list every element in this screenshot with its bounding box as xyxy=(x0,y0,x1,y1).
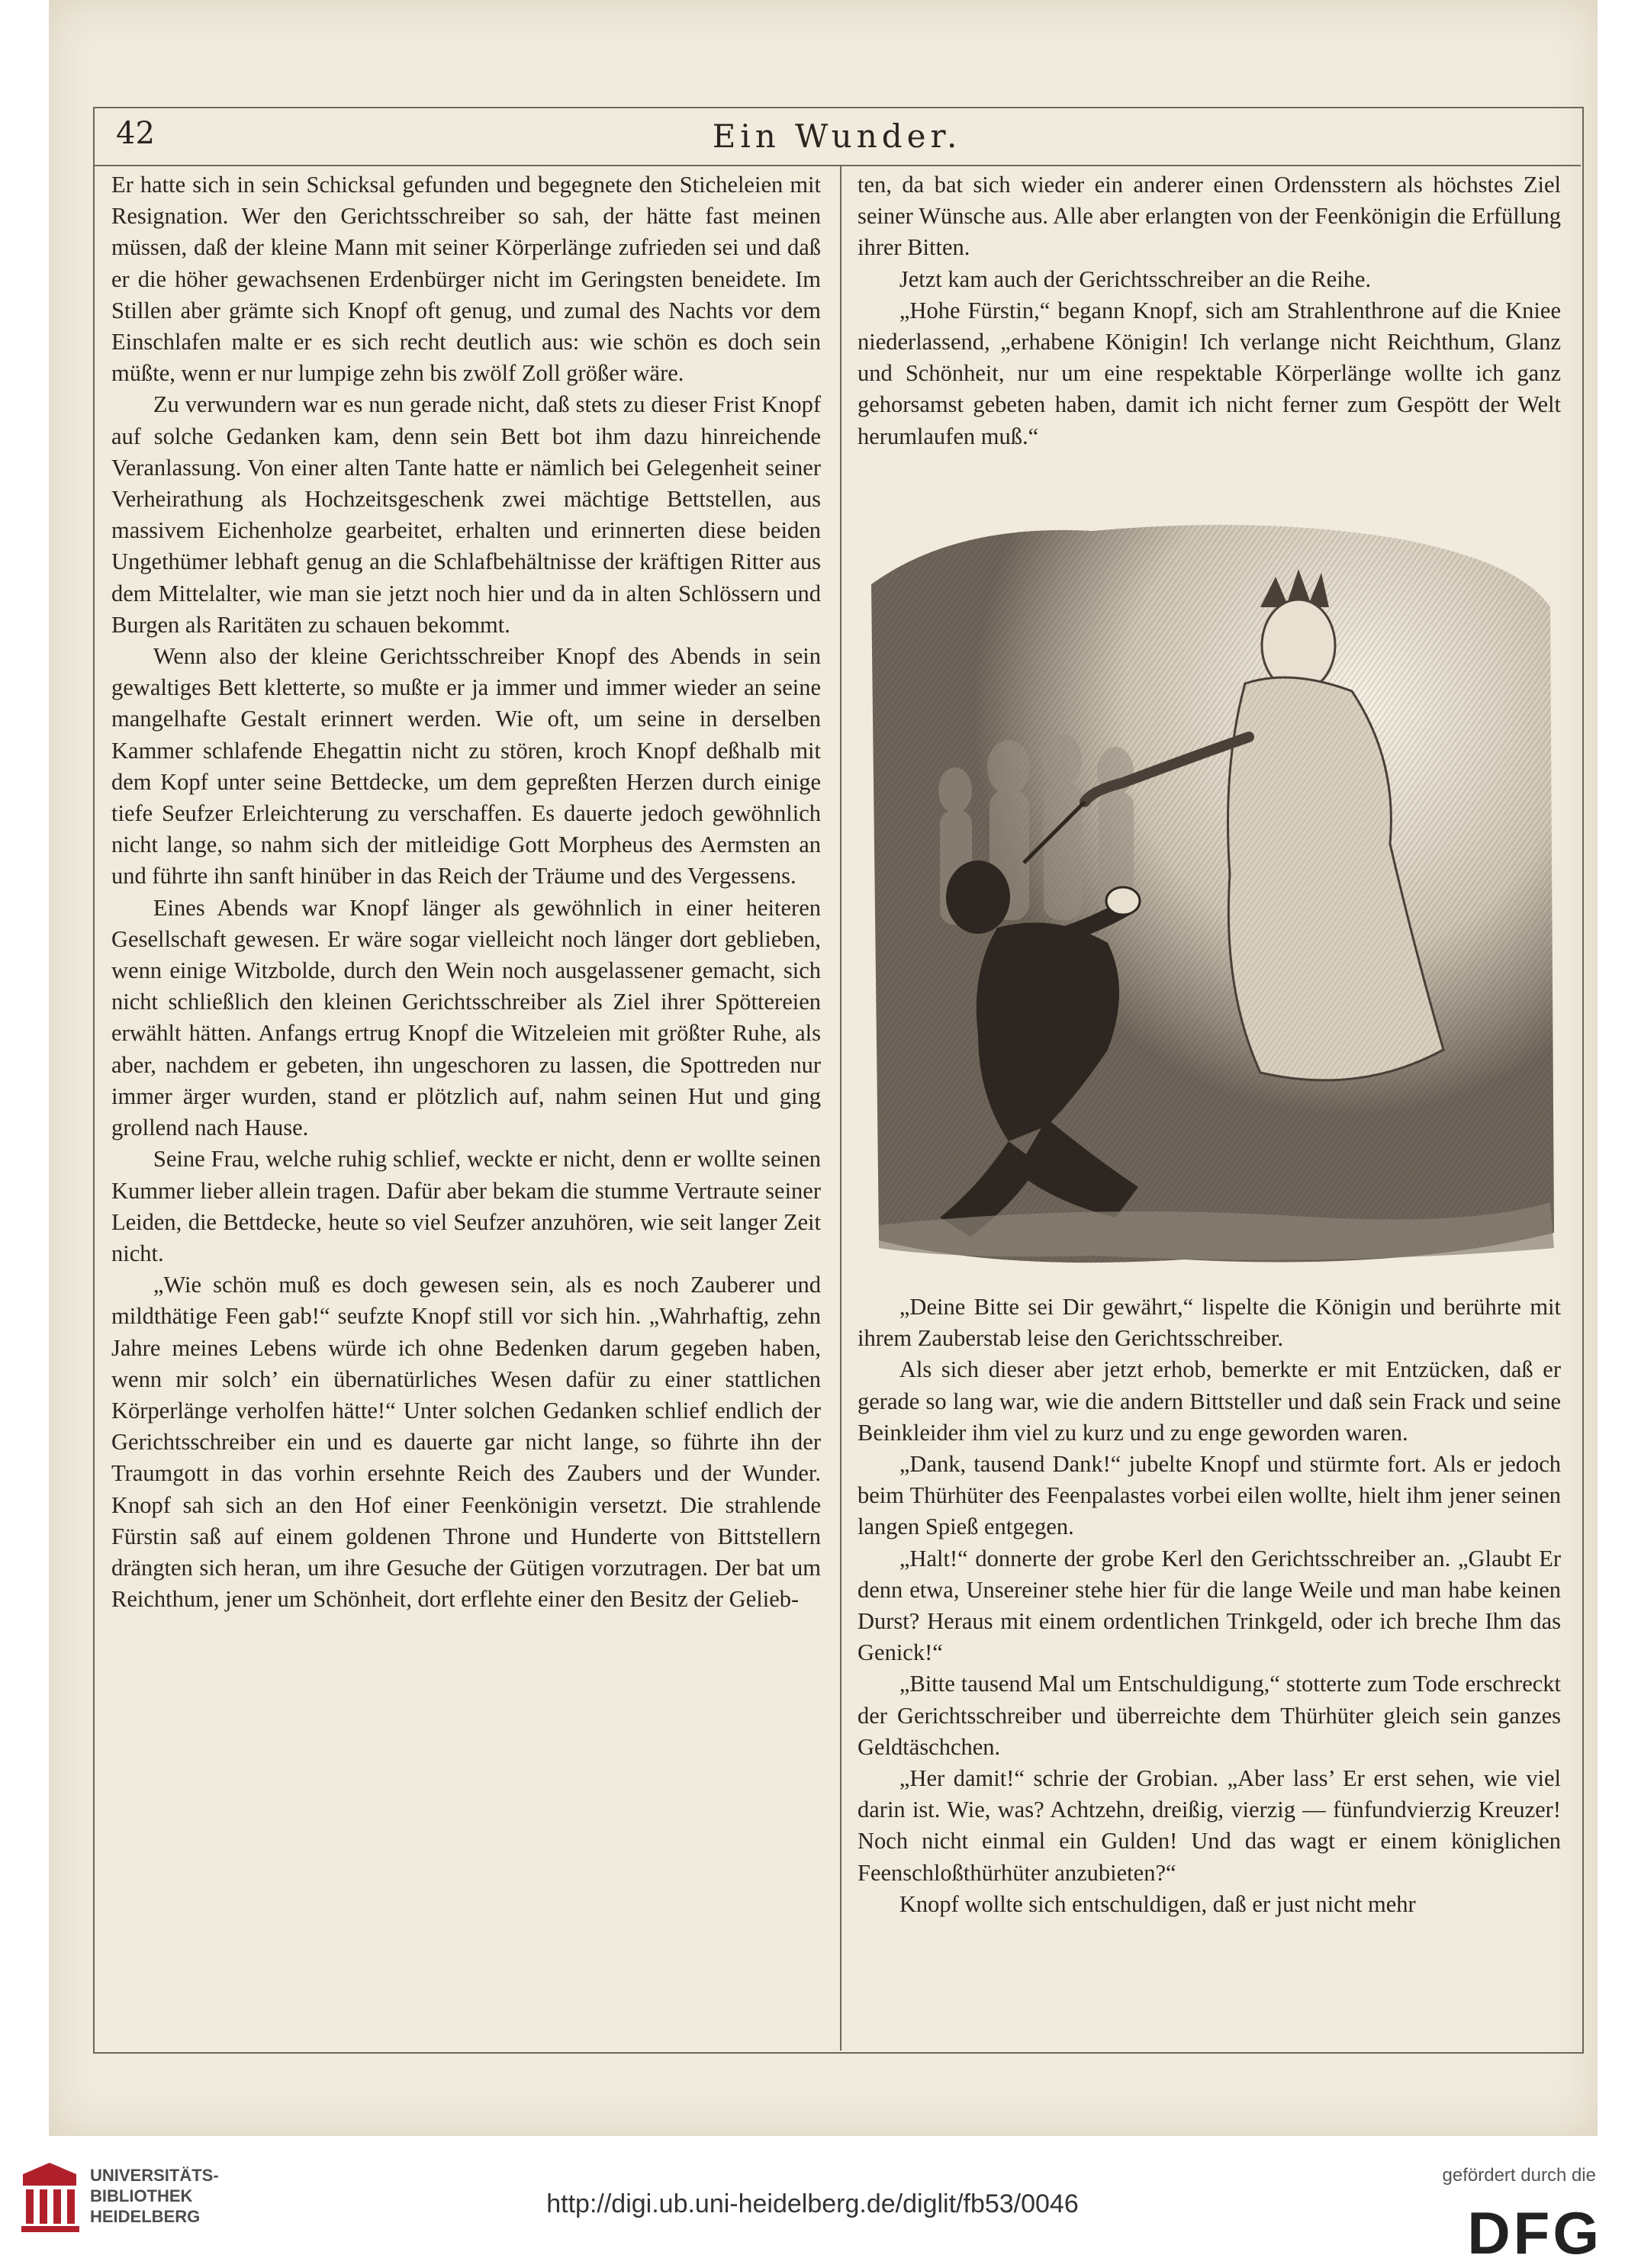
paragraph: Er hatte sich in sein Schicksal gefunden und begegnete den Sticheleien mit Resignation. Wer den Gerichtsschreiber so sah, der hätte fast meinen müssen, daß der kleine Mann mit seiner Körperlänge zufrieden sei und daß er die höher gewachsenen Erdenbürger nicht im Geringsten beneidete. Im Stillen aber grämte sich Knopf oft genug, und zumal des Nachts vor dem Einschlafen malte er es sich recht deutlich aus: wie schön es doch sein müßte, wenn er nur lumpige zehn bis zwölf Zoll größer wäre. xyxy=(111,172,821,387)
paragraph: „Halt!“ donnerte der grobe Kerl den Gerichtsschreiber an. „Glaubt Er denn etwa, Unsereiner stehe hier für die lange Weile und man habe keinen Durst? Heraus mit einem ordentlichen Trinkgeld, oder ich breche Ihm das Genick!“ xyxy=(858,1545,1561,1666)
paragraph: Zu verwundern war es nun gerade nicht, daß stets zu dieser Frist Knopf auf solche Gedanken kam, denn sein Bett bot ihm dazu hinreichende Veranlassung. Von einer alten Tante hatte er nämlich bei Gelegenheit seiner Verheirathung als Hochzeitsgeschenk zwei mächtige Bettstellen, aus massivem Eichenholze gearbeitet, erhalten und erinnerten diese beiden Ungethümer lebhaft genug an die Schlafbehältnisse der kräftigen Ritter aus dem Mittelalter, wie man sie jetzt noch hier und da in alten Schlössern und Burgen als Raritäten zu schauen bekommt. xyxy=(111,391,821,638)
paragraph: Jetzt kam auch der Gerichtsschreiber an die Reihe. xyxy=(899,265,1372,292)
paragraph: Knopf wollte sich entschuldigen, daß er just nicht mehr xyxy=(899,1890,1416,1917)
paragraph: „Dank, tausend Dank!“ jubelte Knopf und stürmte fort. Als er jedoch beim Thürhüter des Feenpalastes vorbei eilen wollte, hielt ihm jener seinen langen Spieß entgegen. xyxy=(858,1451,1561,1540)
engraving-illustration xyxy=(864,516,1559,1279)
funded-by-label: gefördert durch die xyxy=(1442,2165,1596,2186)
paragraph: Seine Frau, welche ruhig schlief, weckte er nicht, denn er wollte seinen Kummer lieber allein tragen. Dafür aber bekam die stumme Vertraute seiner Leiden, die Bettdecke, heute so viel Seufzer anzuhören, wie seit langer Zeit nicht. xyxy=(111,1146,821,1266)
paragraph: Als sich dieser aber jetzt erhob, bemerkte er mit Entzücken, daß er gerade so lang war, wie die andern Bittsteller und daß sein Frack und seine Beinkleider ihm viel zu kurz und zu enge geworden waren. xyxy=(858,1356,1561,1446)
paragraph: Wenn also der kleine Gerichtsschreiber Knopf des Abends in sein gewaltiges Bett kletterte, so mußte er ja immer und immer wieder an seine mangelhafte Gestalt erinnert werden. Wie oft, um seine in derselben Kammer schlafende Ehegattin nicht zu stören, kroch Knopf deßhalb mit dem Kopf unter seine Bettdecke, um dem gepreßten Herzen durch einige tiefe Seufzer Erleichterung zu verschaffen. Es dauerte jedoch gewöhnlich nicht lange, so nahm sich der mitleidige Gott Morpheus des Aermsten an und führte ihn sanft hinüber in das Reich der Träume und des Vergessens. xyxy=(111,643,821,890)
paragraph: Eines Abends war Knopf länger als gewöhnlich in einer heiteren Gesellschaft gewesen. Er wäre sogar vielleicht noch länger dort geblieben, wenn einige Witzbolde, durch den Wein noch ausgelassener gemacht, sich nicht schließlich den kleinen Gerichtsschreiber als Ziel ihrer Spöttereien erwählt hätten. Anfangs ertrug Knopf die Witzeleien mit größter Ruhe, als aber, nachdem er gebeten, ihn ungeschoren zu lassen, die Spottreden nur immer ärger wurden, stand er plötzlich auf, nahm seinen Hut und ging grollend nach Hause. xyxy=(111,894,821,1141)
dfg-logo: DFG xyxy=(1467,2199,1602,2266)
right-column-bottom xyxy=(858,1292,1561,1920)
paragraph: „Wie schön muß es doch gewesen sein, als es noch Zauberer und mildthätige Feen gab!“ seufzte Knopf still vor sich hin. „Wahrhaftig, zehn Jahre meines Lebens würde ich ohne Bedenken darum gegeben haben, wenn mir solch’ ein übernatürliches Wesen dafür zu einer stattlichen Körperlänge verholfen hätte!“ Unter solchen Gedanken schlief endlich der Gerichtsschreiber ein und es dauerte gar nicht lange, so führte ihn der Traumgott in das vorhin ersehnte Reich des Zaubers und der Wunder. Knopf sah sich an den Hof einer Feenkönigin versetzt. Die strahlende Fürstin saß auf einem goldenen Throne und Hunderte von Bittstellern drängten sich heran, um ihre Gesuche der Gütigen vorzutragen. Der bat um Reichthum, jener um Schönheit, dort erflehte einer den Besitz der Gelieb- xyxy=(111,1272,821,1613)
source-url[interactable]: http://digi.ub.uni-heidelberg.de/diglit/fb53/0046 xyxy=(546,2189,1079,2218)
library-name: UNIVERSITÄTS- BIBLIOTHEK HEIDELBERG xyxy=(90,2166,219,2226)
left-column xyxy=(111,169,821,1615)
paragraph: „Deine Bitte sei Dir gewährt,“ lispelte die Königin und berührte mit ihrem Zauberstab leise den Gerichtsschreiber. xyxy=(858,1294,1561,1352)
paragraph: „Her damit!“ schrie der Grobian. „Aber lass’ Er erst sehen, wie viel darin ist. Wie, was? Achtzehn, dreißig, vierzig — fünfundvierzig Kreuzer! Noch nicht einmal ein Gulden! Und das wagt er einem königlichen Feenschloßthürhüter anzubieten?“ xyxy=(858,1765,1561,1886)
paragraph: „Hohe Fürstin,“ begann Knopf, sich am Strahlenthrone auf die Kniee niederlassend, „erhabene Königin! Ich verlange nicht Reichthum, Glanz und Schönheit, nur um eine respektable Körperlänge wollte ich ganz gehorsamst gebeten haben, damit ich nicht ferner zum Gespött der Welt herumlaufen muß.“ xyxy=(858,297,1561,449)
right-column-top xyxy=(858,169,1561,452)
column-divider xyxy=(840,165,841,2051)
page-header xyxy=(93,107,1581,166)
running-title: Ein Wunder. xyxy=(712,117,962,155)
page-number: 42 xyxy=(116,116,155,151)
paragraph: „Bitte tausend Mal um Entschuldigung,“ stotterte zum Tode erschreckt der Gerichtsschreiber und überreichte dem Thürhüter gleich sein ganzes Geldtäschchen. xyxy=(858,1671,1561,1760)
paragraph: ten, da bat sich wieder ein anderer einen Ordensstern als höchstes Ziel seiner Wünsche aus. Alle aber erlangten von der Feenkönigin die Erfüllung ihrer Bitten. xyxy=(858,172,1561,261)
